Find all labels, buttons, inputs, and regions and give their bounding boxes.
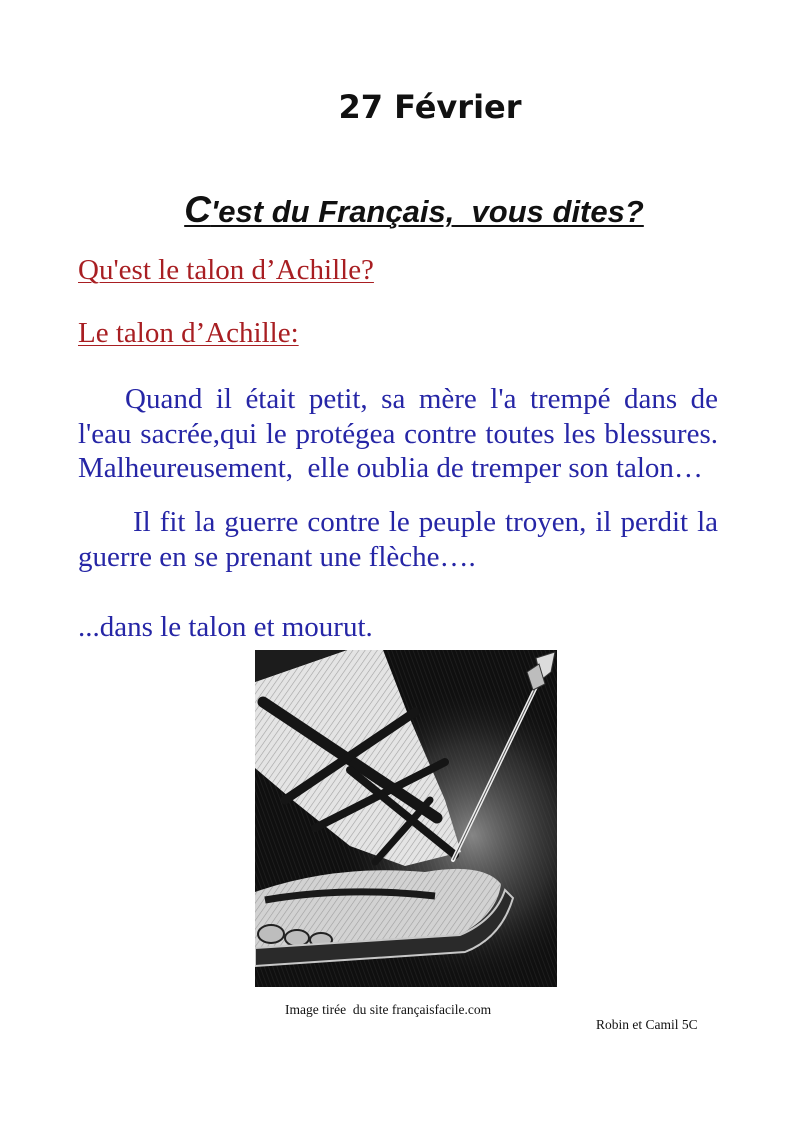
paragraph-3 [78, 610, 718, 645]
subtitle-initial: C [184, 189, 211, 230]
achilles-heel-illustration [255, 650, 557, 987]
subtitle-rest: 'est du Français, vous dites? [210, 194, 644, 229]
paragraph-1 [78, 382, 718, 486]
paragraph-line: Quand il était petit, sa mère l'a trempé dans de [125, 383, 718, 415]
paragraph-line: ...dans le talon et mourut. [78, 611, 373, 643]
paragraph-line: Il fit la guerre contre le peuple troyen, il perdit la [133, 506, 718, 538]
subtitle [64, 188, 764, 234]
paragraph-line: Malheureusement, elle oublia de tremper son talon… [78, 452, 703, 484]
paragraph-2 [78, 505, 718, 574]
answer-heading: Le talon d’Achille: [78, 317, 299, 349]
paragraph-line: guerre en se prenant une flèche…. [78, 540, 476, 573]
question-heading: Qu'est le talon d’Achille? [78, 254, 374, 286]
subtitle-text [184, 189, 644, 230]
image-caption: Image tirée du site françaisfacile.com [285, 1002, 492, 1017]
paragraph-line: l'eau sacrée,qui le protégea contre toutes les blessures. [78, 417, 718, 450]
page-title: 27 Février [338, 88, 522, 126]
authors: Robin et Camil 5C [596, 1017, 698, 1032]
